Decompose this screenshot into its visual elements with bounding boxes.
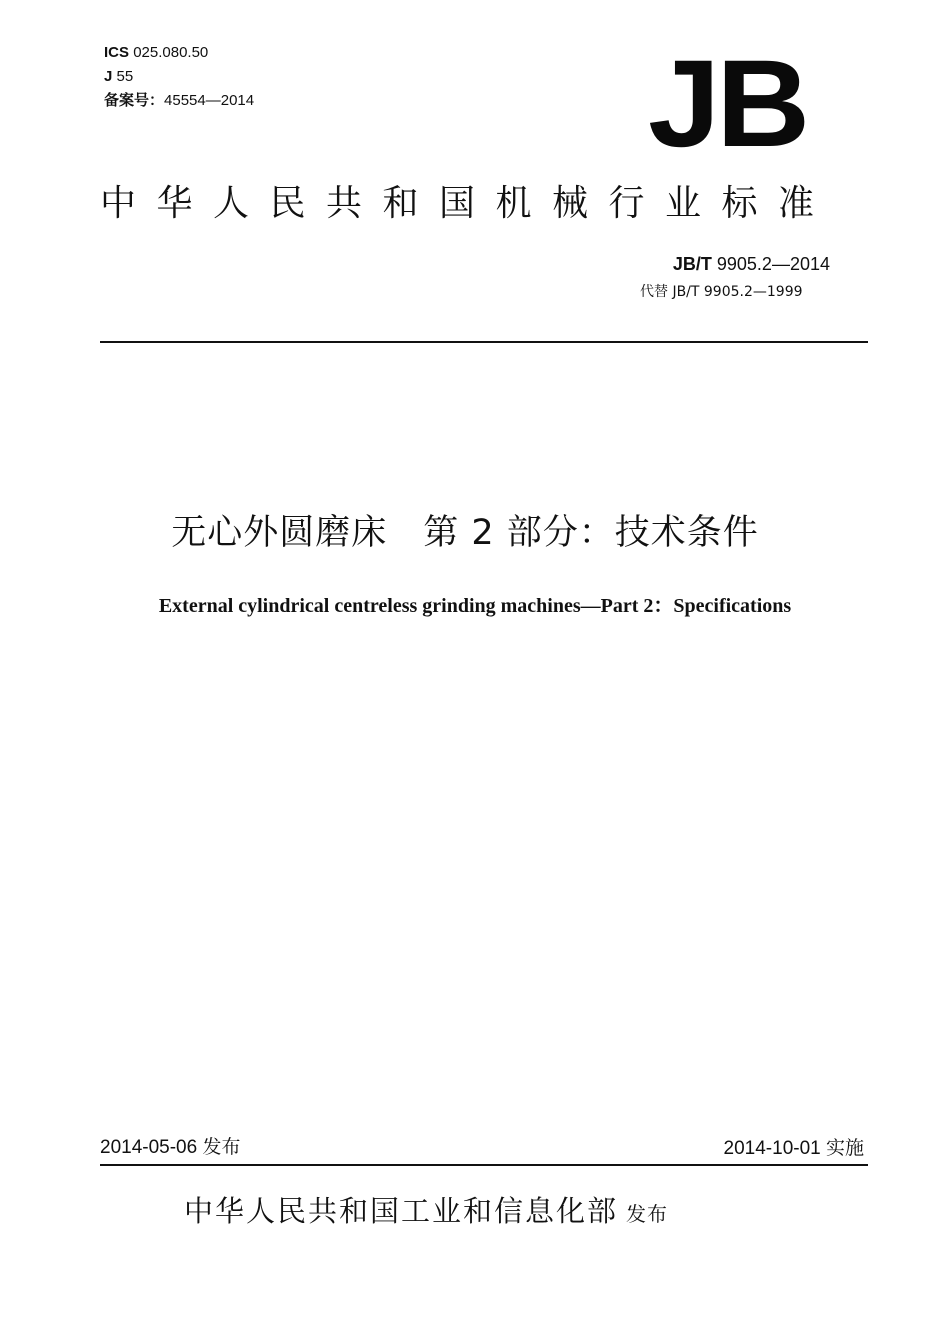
issue-date: 2014-05-06 发布 xyxy=(100,1137,241,1158)
title-chinese xyxy=(0,508,950,558)
organization-title: 中华人民共和国机械行业标准 xyxy=(100,183,835,224)
ics-code: ICS 025.080.50 xyxy=(104,44,209,61)
issuer xyxy=(184,1190,668,1235)
issuer-name: 中华人民共和国工业和信息化部 xyxy=(184,1194,619,1228)
title-cn-part2: 第 2 部分：技术条件 xyxy=(423,513,759,553)
title-cn-part1: 无心外圆磨床 xyxy=(171,513,388,553)
standard-number-value: 9905.2—2014 xyxy=(711,254,830,274)
title-english: External cylindrical centreless grinding machines—Part 2：Specifications xyxy=(158,595,792,617)
bottom-divider xyxy=(100,1164,868,1166)
replaces-standard: 代替 JB/T 9905.2—1999 xyxy=(640,284,803,300)
filing-record xyxy=(104,92,254,110)
top-divider xyxy=(100,341,868,343)
filing-number: 45554—2014 xyxy=(164,92,255,109)
implementation-date: 2014-10-01 实施 xyxy=(723,1138,864,1159)
issuer-suffix: 发布 xyxy=(626,1202,669,1226)
standard-number xyxy=(673,253,830,275)
filing-label: 备案号： xyxy=(104,92,165,109)
ccs-code: J 55 xyxy=(104,68,134,85)
standard-prefix: JB/T xyxy=(672,254,712,274)
jb-logo: JB xyxy=(648,35,807,173)
